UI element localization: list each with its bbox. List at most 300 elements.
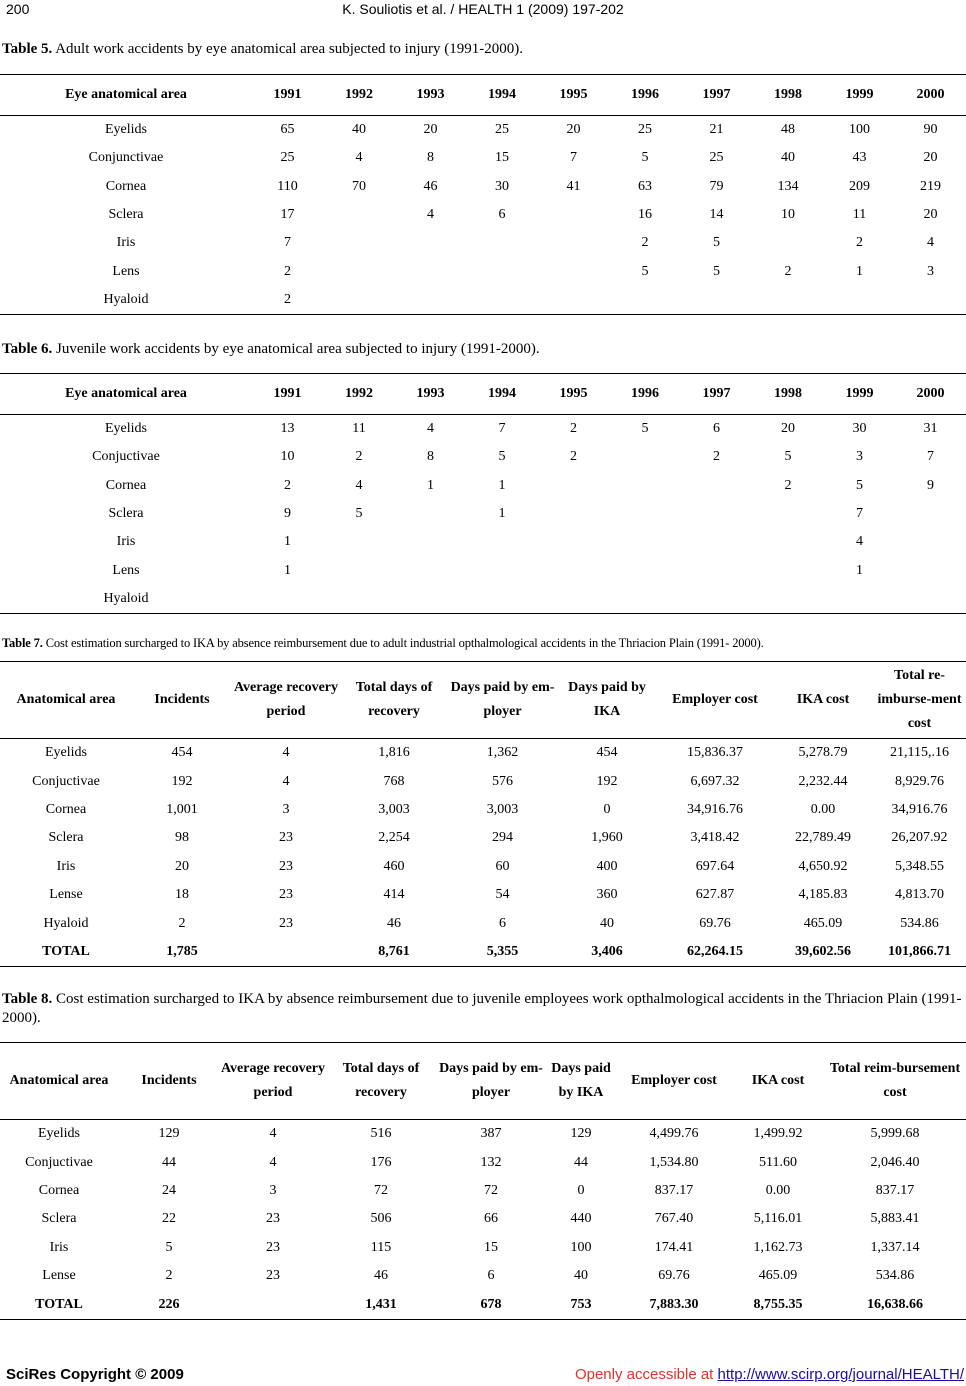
- table-cell: 72: [374, 1182, 388, 1198]
- table-cell: 110: [277, 178, 298, 194]
- table-cell: 30: [495, 178, 509, 194]
- table-cell: 506: [370, 1211, 392, 1227]
- table-cell: [538, 500, 609, 528]
- table-cell: 534.86: [900, 915, 939, 931]
- table-cell: 226: [118, 1290, 220, 1319]
- table-cell: 7: [498, 421, 506, 437]
- row-label: Iris: [116, 235, 136, 251]
- table-cell: [895, 585, 966, 614]
- table-cell: 1,816: [378, 745, 410, 761]
- table-cell: 5,883.41: [870, 1211, 920, 1227]
- table-cell: [538, 472, 609, 500]
- table-cell: 2: [784, 263, 792, 279]
- row-label: TOTAL: [0, 1290, 118, 1319]
- table-cell: 1,534.80: [649, 1154, 699, 1170]
- table-cell: 294: [492, 830, 513, 846]
- column-header: 1993: [395, 374, 466, 415]
- table-cell: [466, 528, 538, 556]
- table-8-caption-label: Table 8.: [2, 991, 53, 1007]
- table-cell: [609, 472, 681, 500]
- table-cell: [824, 585, 895, 614]
- table-row: [0, 472, 966, 500]
- table-cell: [323, 585, 395, 614]
- column-header: 1998: [752, 374, 824, 415]
- row-label: Lens: [112, 263, 140, 279]
- column-header: Incidents: [132, 662, 232, 739]
- table-cell: 21: [709, 122, 724, 138]
- table-cell: 2,232.44: [798, 773, 848, 789]
- table-cell: 176: [370, 1154, 392, 1170]
- table-cell: 4,813.70: [895, 887, 944, 903]
- table-row: [0, 853, 966, 881]
- row-label: Sclera: [108, 506, 144, 522]
- table-cell: 465.09: [803, 915, 843, 931]
- table-cell: [681, 585, 752, 614]
- table-row: [0, 500, 966, 528]
- table-cell: 39,602.56: [773, 938, 873, 967]
- table-cell: 10: [781, 207, 795, 223]
- table-cell: 40: [352, 122, 366, 138]
- table-8-caption-text: Cost estimation surcharged to IKA by absence reimbursement due to juvenile employees work opthalmological accidents in the Thriacion Plain (1991-2000).: [2, 991, 962, 1026]
- table-cell: 15: [495, 150, 509, 166]
- column-header: IKA cost: [732, 1043, 824, 1120]
- table-cell: 25: [709, 150, 724, 166]
- column-header: Days paid by IKA: [546, 1043, 616, 1120]
- column-header: 1994: [466, 374, 538, 415]
- table-cell: [232, 938, 340, 967]
- table-cell: 4,185.83: [798, 887, 848, 903]
- table-cell: [895, 556, 966, 584]
- table-cell: 454: [596, 745, 618, 761]
- table-cell: [538, 229, 609, 257]
- total-row: [0, 1290, 966, 1319]
- table-cell: 8,929.76: [895, 773, 944, 789]
- table-row: [0, 556, 966, 584]
- table-cell: 14: [709, 207, 724, 223]
- access-note: [575, 1366, 964, 1383]
- column-header: 1999: [824, 75, 895, 116]
- table-cell: 3,003: [486, 801, 519, 817]
- table-cell: 34,916.76: [891, 801, 948, 817]
- table-cell: [323, 286, 395, 315]
- table-cell: 2: [570, 449, 577, 465]
- table-cell: 192: [596, 773, 618, 789]
- table-cell: 100: [849, 122, 870, 138]
- table-cell: 6: [487, 1268, 495, 1284]
- row-label: Conjuctivae: [92, 449, 160, 465]
- table-cell: 534.86: [875, 1268, 915, 1284]
- table-cell: [609, 443, 681, 471]
- table-6-caption-text: Juvenile work accidents by eye anatomical area subjected to injury (1991-2000).: [52, 341, 540, 357]
- table-cell: 3: [282, 801, 290, 817]
- table-cell: 2: [784, 477, 792, 493]
- table-6-caption-label: Table 6.: [2, 341, 53, 357]
- table-cell: 23: [279, 830, 293, 846]
- column-header: Incidents: [118, 1043, 220, 1120]
- table-cell: [752, 286, 824, 315]
- table-cell: 16: [638, 207, 652, 223]
- table-cell: 70: [352, 178, 366, 194]
- table-cell: 23: [266, 1268, 280, 1284]
- table-cell: 414: [383, 887, 405, 903]
- table-cell: 4,650.92: [798, 858, 848, 874]
- table-cell: [395, 528, 466, 556]
- table-cell: 2,046.40: [870, 1154, 920, 1170]
- table-cell: 26,207.92: [891, 830, 948, 846]
- table-cell: [466, 257, 538, 285]
- table-cell: 65: [280, 122, 295, 138]
- table-cell: [395, 585, 466, 614]
- table-cell: 115: [370, 1239, 392, 1255]
- table-cell: 400: [596, 858, 618, 874]
- copyright: SciRes Copyright © 2009: [6, 1366, 184, 1383]
- column-header: 2000: [895, 75, 966, 116]
- table-cell: 20: [566, 122, 581, 138]
- table-cell: 129: [570, 1126, 592, 1142]
- row-label: Hyaloid: [43, 915, 89, 931]
- table-cell: 9: [284, 506, 291, 522]
- table-cell: 25: [638, 122, 652, 138]
- table-cell: 4,499.76: [649, 1126, 699, 1142]
- table-cell: 20: [423, 122, 438, 138]
- table-cell: 1: [427, 477, 434, 493]
- table-cell: 1,431: [326, 1290, 436, 1319]
- table-8-caption: [0, 990, 966, 1042]
- column-header: Days paid by em-ployer: [448, 662, 557, 739]
- column-header: Average recovery period: [220, 1043, 326, 1120]
- table-cell: [609, 528, 681, 556]
- table-cell: 5,355: [448, 938, 557, 967]
- table-cell: 6,697.32: [690, 773, 740, 789]
- table-cell: 40: [574, 1268, 588, 1284]
- row-label: Eyelids: [38, 1126, 80, 1142]
- table-cell: 44: [162, 1154, 176, 1170]
- table-cell: 0: [603, 801, 611, 817]
- table-7-caption-text: Cost estimation surcharged to IKA by absence reimbursement due to adult industrial opthalmological accidents in the Thriacion Plain (1991- 2000).: [42, 636, 764, 650]
- table-cell: 1: [856, 263, 863, 279]
- table-cell: 46: [387, 915, 401, 931]
- row-label: Eyelids: [45, 745, 87, 761]
- row-label: Iris: [49, 1239, 69, 1255]
- table-cell: 5: [498, 449, 506, 465]
- table-cell: 79: [709, 178, 724, 194]
- journal-link[interactable]: http://www.scirp.org/journal/HEALTH/: [717, 1366, 964, 1383]
- table-cell: 5: [641, 150, 649, 166]
- table-cell: 48: [781, 122, 795, 138]
- table-header-row: [0, 75, 966, 116]
- table-cell: 192: [171, 773, 193, 789]
- table-row: [0, 286, 966, 315]
- table-cell: 34,916.76: [687, 801, 743, 817]
- table-6-caption: [0, 340, 966, 373]
- table-cell: 98: [175, 830, 189, 846]
- table-cell: 3,418.42: [690, 830, 740, 846]
- table-cell: [681, 528, 752, 556]
- table-cell: 8,755.35: [732, 1290, 824, 1319]
- table-cell: 23: [279, 915, 293, 931]
- table-row: [0, 144, 966, 172]
- table-cell: [681, 556, 752, 584]
- table-cell: 6: [498, 207, 506, 223]
- column-header: 1991: [252, 374, 323, 415]
- table-cell: 1: [284, 534, 291, 550]
- table-cell: 0: [577, 1182, 585, 1198]
- table-cell: 697.64: [695, 858, 735, 874]
- table-cell: 2: [165, 1268, 173, 1284]
- table-cell: 20: [781, 421, 795, 437]
- table-cell: 11: [352, 421, 366, 437]
- table-cell: 25: [495, 122, 509, 138]
- table-cell: 5,348.55: [895, 858, 944, 874]
- table-cell: 4: [355, 477, 363, 493]
- table-cell: 60: [495, 858, 510, 874]
- table-row: [0, 767, 966, 795]
- table-cell: [395, 286, 466, 315]
- table-cell: 678: [436, 1290, 546, 1319]
- table-cell: 1,001: [166, 801, 198, 817]
- table-cell: [395, 257, 466, 285]
- table-cell: 1,785: [132, 938, 232, 967]
- table-cell: [895, 500, 966, 528]
- table-row: [0, 1205, 966, 1233]
- table-cell: 4: [355, 150, 363, 166]
- table-cell: 1,362: [486, 745, 519, 761]
- table-cell: 3,406: [557, 938, 657, 967]
- table-cell: 20: [923, 150, 938, 166]
- table-cell: [466, 286, 538, 315]
- table-row: [0, 116, 966, 145]
- table-row: [0, 909, 966, 937]
- table-row: [0, 1262, 966, 1290]
- table-cell: 5: [784, 449, 792, 465]
- table-row: [0, 585, 966, 614]
- table-cell: 767.40: [654, 1211, 694, 1227]
- row-label: Lens: [112, 562, 140, 578]
- table-cell: 2: [252, 286, 323, 315]
- table-cell: [538, 257, 609, 285]
- table-cell: 5: [713, 235, 720, 251]
- table-cell: 2: [856, 235, 863, 251]
- table-cell: 18: [175, 887, 189, 903]
- table-cell: 753: [546, 1290, 616, 1319]
- table-6-section: [0, 340, 966, 614]
- column-header: 1999: [824, 374, 895, 415]
- table-row: [0, 1148, 966, 1176]
- column-header: IKA cost: [773, 662, 873, 739]
- table-cell: 22: [162, 1211, 176, 1227]
- column-header: Anatomical area: [0, 1043, 118, 1120]
- table-cell: 387: [480, 1126, 502, 1142]
- table-cell: [466, 585, 538, 614]
- table-cell: 46: [423, 178, 438, 194]
- table-cell: 9: [927, 477, 934, 493]
- total-row: [0, 938, 966, 967]
- table-cell: 23: [279, 887, 293, 903]
- table-cell: [466, 556, 538, 584]
- table-cell: [609, 500, 681, 528]
- column-header: 2000: [895, 374, 966, 415]
- table-cell: 4: [856, 534, 863, 550]
- row-label: Cornea: [38, 1182, 80, 1198]
- column-header: 1993: [395, 75, 466, 116]
- column-header: Days paid by em-ployer: [436, 1043, 546, 1120]
- table-cell: 5,278.79: [798, 745, 848, 761]
- table-header-row: [0, 1043, 966, 1120]
- table-cell: 5: [713, 263, 720, 279]
- column-header: 1996: [609, 75, 681, 116]
- table-cell: [538, 286, 609, 315]
- table-cell: 31: [923, 421, 938, 437]
- table-cell: 1,337.14: [870, 1239, 920, 1255]
- table-cell: 2: [641, 235, 649, 251]
- row-label: Hyaloid: [0, 585, 252, 614]
- table-cell: 2,254: [378, 830, 410, 846]
- table-cell: [681, 286, 752, 315]
- table-cell: 23: [279, 858, 293, 874]
- table-5-section: [0, 40, 966, 315]
- table-cell: [323, 556, 395, 584]
- table-row: [0, 528, 966, 556]
- table-cell: 837.17: [654, 1182, 694, 1198]
- page-number: 200: [6, 1, 30, 17]
- table-cell: 44: [574, 1154, 588, 1170]
- column-header: Days paid by IKA: [557, 662, 657, 739]
- column-header: Employer cost: [616, 1043, 732, 1120]
- table-cell: [752, 585, 824, 614]
- table-cell: 1,960: [591, 830, 623, 846]
- access-text: Openly accessible at: [574, 1366, 718, 1383]
- row-label: TOTAL: [0, 938, 132, 967]
- table-cell: 440: [570, 1211, 592, 1227]
- table-cell: 8,761: [340, 938, 448, 967]
- table-7-caption-label: Table 7.: [2, 636, 43, 650]
- table-cell: 13: [280, 421, 295, 437]
- table-cell: 174.41: [654, 1239, 694, 1255]
- table-cell: 209: [849, 178, 870, 194]
- table-header-row: [0, 374, 966, 415]
- table-cell: 837.17: [875, 1182, 915, 1198]
- table-cell: 576: [492, 773, 513, 789]
- table-5-caption: [0, 40, 966, 74]
- row-label: Cornea: [105, 178, 147, 194]
- table-cell: 6: [713, 421, 720, 437]
- column-header: 1991: [252, 75, 323, 116]
- table-cell: [752, 500, 824, 528]
- table-cell: 454: [171, 745, 193, 761]
- table-cell: 63: [638, 178, 652, 194]
- table-cell: 2: [713, 449, 720, 465]
- table-cell: 3,003: [378, 801, 410, 817]
- column-header: Average recovery period: [232, 662, 340, 739]
- row-label: Eyelids: [105, 122, 147, 138]
- table-cell: 40: [600, 915, 614, 931]
- table-cell: 219: [920, 178, 941, 194]
- table-cell: 129: [158, 1126, 180, 1142]
- table-5-caption-text: Adult work accidents by eye anatomical area subjected to injury (1991-2000).: [52, 41, 523, 57]
- column-header: 1997: [681, 75, 752, 116]
- table-cell: 4: [282, 745, 290, 761]
- table-cell: 69.76: [658, 1268, 690, 1284]
- table-cell: 46: [374, 1268, 388, 1284]
- table-cell: 5: [641, 421, 649, 437]
- column-header: Eye anatomical area: [0, 374, 252, 415]
- table-cell: 16,638.66: [824, 1290, 966, 1319]
- row-label: Conjunctivae: [88, 150, 164, 166]
- row-label: Sclera: [48, 830, 84, 846]
- row-label: Conjuctivae: [25, 1154, 93, 1170]
- table-cell: 25: [280, 150, 295, 166]
- table-cell: 3: [927, 263, 934, 279]
- table-row: [0, 415, 966, 444]
- table-cell: 1: [284, 562, 291, 578]
- table-8-section: [0, 990, 966, 1320]
- table-row: [0, 443, 966, 471]
- table-cell: 1,162.73: [753, 1239, 803, 1255]
- table-cell: 4: [427, 421, 434, 437]
- table-cell: [752, 528, 824, 556]
- table-cell: 4: [427, 207, 434, 223]
- table-cell: 43: [852, 150, 867, 166]
- table-cell: [395, 229, 466, 257]
- table-cell: [895, 286, 966, 315]
- table-cell: 20: [923, 207, 938, 223]
- row-label: Sclera: [108, 207, 144, 223]
- row-label: Cornea: [45, 801, 87, 817]
- table-cell: 4: [269, 1126, 277, 1142]
- table-cell: 54: [495, 887, 510, 903]
- table-cell: 2: [284, 263, 291, 279]
- row-label: Iris: [116, 534, 136, 550]
- table-cell: 69.76: [699, 915, 731, 931]
- table-row: [0, 796, 966, 824]
- table-cell: 40: [781, 150, 795, 166]
- table-row: [0, 824, 966, 852]
- table-cell: 8: [427, 150, 434, 166]
- table-cell: [538, 201, 609, 229]
- table-row: [0, 881, 966, 909]
- table-cell: 23: [266, 1211, 280, 1227]
- table-cell: [681, 500, 752, 528]
- column-header: Total re-imburse-ment cost: [873, 662, 966, 739]
- table-cell: 5: [165, 1239, 173, 1255]
- table-cell: 0.00: [810, 801, 836, 817]
- table-cell: 15: [484, 1239, 498, 1255]
- table-cell: [824, 286, 895, 315]
- row-label: Conjuctivae: [32, 773, 100, 789]
- table-cell: 511.60: [759, 1154, 797, 1170]
- table-cell: 2: [570, 421, 577, 437]
- table-cell: 1: [856, 562, 863, 578]
- table-cell: 3: [269, 1182, 277, 1198]
- table-cell: 101,866.71: [873, 938, 966, 967]
- table-row: [0, 173, 966, 201]
- table-cell: 132: [480, 1154, 502, 1170]
- table-cell: 7: [856, 506, 863, 522]
- column-header: 1995: [538, 374, 609, 415]
- table-row: [0, 229, 966, 257]
- table-cell: 7: [927, 449, 934, 465]
- table-row: [0, 1177, 966, 1205]
- table-cell: [538, 528, 609, 556]
- table-cell: 360: [596, 887, 618, 903]
- table-cell: [323, 229, 395, 257]
- table-cell: 10: [280, 449, 295, 465]
- table-cell: [752, 229, 824, 257]
- table-cell: [323, 257, 395, 285]
- table-cell: 768: [383, 773, 405, 789]
- table-cell: [609, 286, 681, 315]
- table-cell: 6: [499, 915, 506, 931]
